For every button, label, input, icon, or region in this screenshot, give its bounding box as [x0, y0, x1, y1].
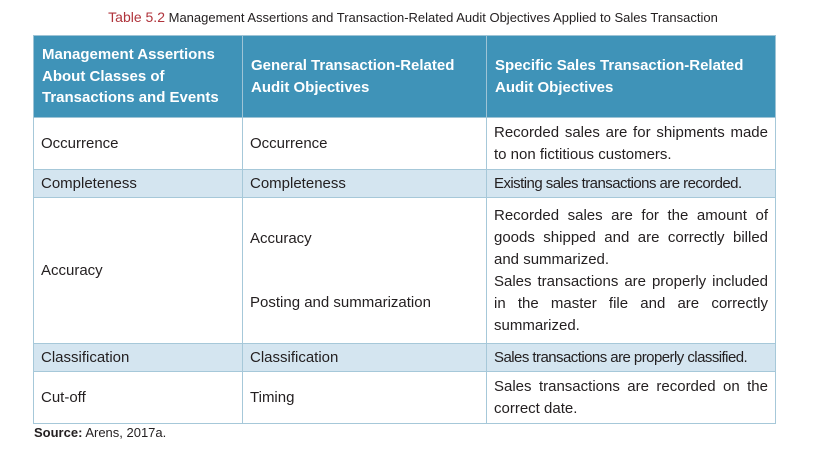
source-text: Arens, 2017a. [85, 425, 167, 440]
specific-objective-accuracy: Recorded sales are for the amount of goods shipped and are correctly billed and summarized. [494, 206, 768, 268]
general-objective-posting: Posting and summarization [250, 293, 431, 311]
specific-objective-cell: Recorded sales are for shipments made to non fictitious customers. [487, 118, 776, 170]
specific-objective-cell: Sales transactions are properly classified. [487, 344, 776, 372]
table-row [34, 344, 776, 372]
header-general-objectives: General Transaction-Related Audit Objectives [243, 36, 487, 118]
general-objective-cell: Timing [243, 372, 487, 424]
table-row [34, 198, 776, 344]
table-caption [0, 9, 826, 25]
assertion-cell: Accuracy [34, 198, 243, 344]
general-objective-cell [243, 198, 487, 344]
general-objective-cell: Occurrence [243, 118, 487, 170]
assertion-cell: Classification [34, 344, 243, 372]
header-specific-objectives: Specific Sales Transaction-Related Audit Objectives [487, 36, 776, 118]
specific-objective-posting: Sales transactions are properly included in the master file and are correctly summarized. [494, 272, 768, 334]
general-objective-cell: Classification [243, 344, 487, 372]
table-row [34, 170, 776, 198]
specific-objective-cell: Sales transactions are recorded on the correct date. [487, 372, 776, 424]
specific-objective-cell: Existing sales transactions are recorded. [487, 170, 776, 198]
table-row [34, 118, 776, 170]
specific-objective-cell [487, 198, 776, 344]
assertion-cell: Completeness [34, 170, 243, 198]
header-management-assertions: Management Assertions About Classes of Transactions and Events [34, 36, 243, 118]
assertion-cell: Cut-off [34, 372, 243, 424]
assertion-cell: Occurrence [34, 118, 243, 170]
table-row [34, 372, 776, 424]
table-number: Table 5.2 [108, 9, 165, 25]
audit-objectives-table [33, 35, 776, 424]
source-label: Source: [34, 425, 83, 440]
table-title: Management Assertions and Transaction-Related Audit Objectives Applied to Sales Transaction [168, 10, 718, 25]
table-header-row [34, 36, 776, 118]
source-note [34, 425, 166, 440]
general-objective-cell: Completeness [243, 170, 487, 198]
general-objective-accuracy: Accuracy [250, 229, 312, 247]
